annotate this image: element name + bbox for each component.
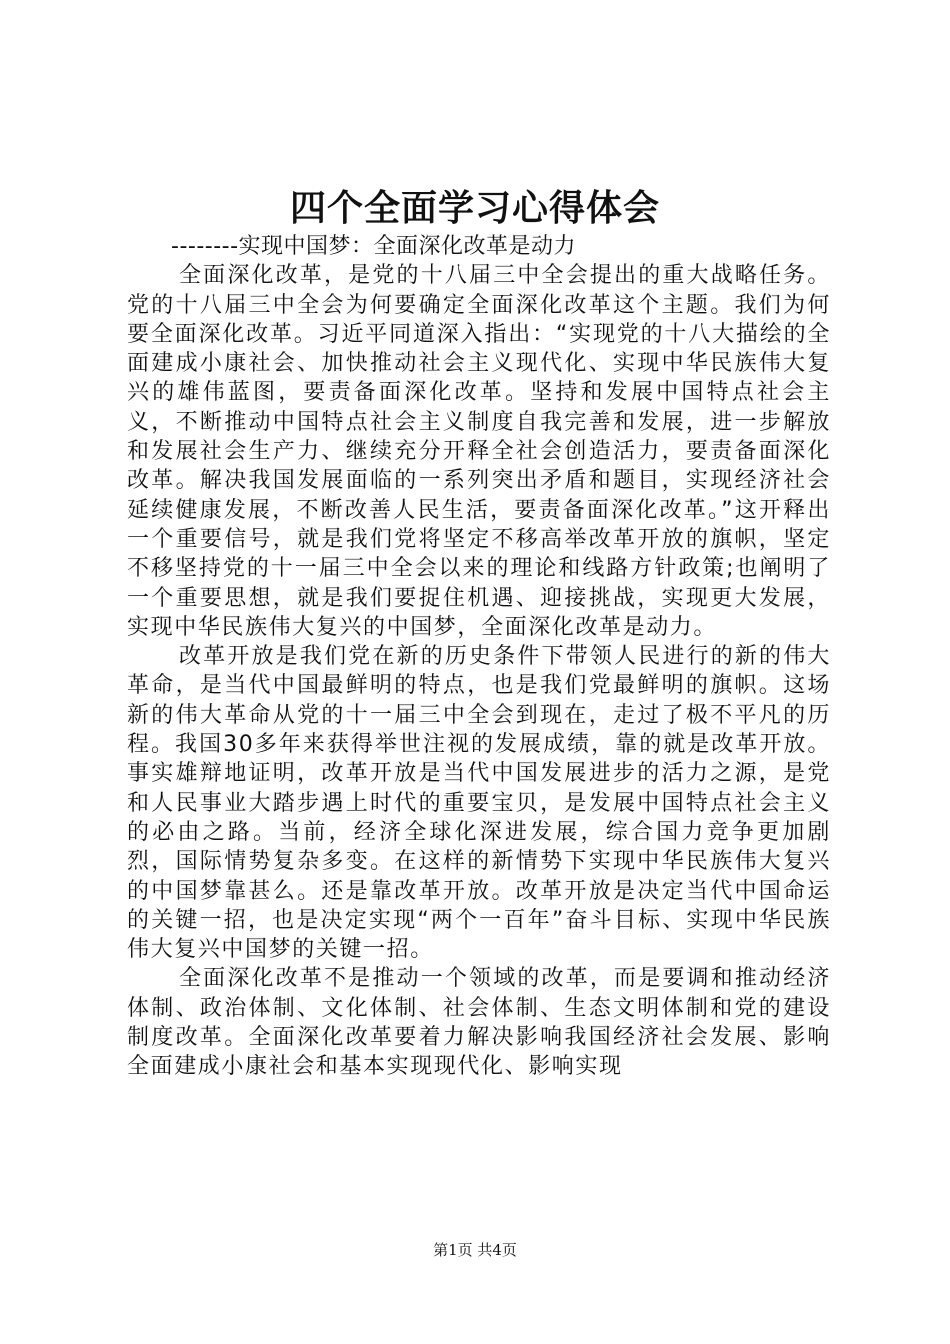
paragraph-1: 全面深化改革，是党的十八届三中全会提出的重大战略任务。党的十八届三中全会为何要确定全面深化改革这个主题。我们为何要全面深化改革。习近平同道深入指出：“实现党的十八大描绘的全面建成小康社会、加快推动社会主义现代化、实现中华民族伟大复兴的雄伟蓝图，要责备面深化改革。坚持和发展中国特点社会主义，不断推动中国特点社会主义制度自我完善和发展，进一步解放和发展社会生产力、继续充分开释全社会创造活力，要责备面深化改革。解决我国发展面临的一系列突出矛盾和题目，实现经济社会延续健康发展，不断改善人民生活，要责备面深化改革。”这开释出一个重要信号，就是我们党将坚定不移高举改革开放的旗帜，坚定不移坚持党的十一届三中全会以来的理论和线路方针政策;也阐明了一个重要思想，就是我们要捉住机遇、迎接挑战，实现更大发展，实现中华民族伟大复兴的中国梦，全面深化改革是动力。: [127, 263, 831, 640]
document-title: 四个全面学习心得体会: [289, 187, 660, 229]
paragraph-3: 全面深化改革不是推动一个领域的改革，而是要调和推动经济体制、政治体制、文化体制、社会体制、生态文明体制和党的建设制度改革。全面深化改革要着力解决影响我国经济社会发展、影响全面建成小康社会和基本实现现代化、影响实现: [127, 966, 831, 1080]
document-subtitle: --------实现中国梦：全面深化改革是动力: [171, 234, 577, 259]
page-footer: 第1页 共4页: [433, 1241, 517, 1259]
paragraph-2: 改革开放是我们党在新的历史条件下带领人民进行的新的伟大革命，是当代中国最鲜明的特点，也是我们党最鲜明的旗帜。这场新的伟大革命从党的十一届三中全会到现在，走过了极不平凡的历程。我国30多年来获得举世注视的发展成绩，靠的就是改革开放。事实雄辩地证明，改革开放是当代中国发展进步的活力之源，是党和人民事业大踏步遇上时代的重要宝贝，是发展中国特点社会主义的必由之路。当前，经济全球化深进发展，综合国力竞争更加剧烈，国际情势复杂多变。在这样的新情势下实现中华民族伟大复兴的中国梦靠甚么。还是靠改革开放。改革开放是决定当代中国命运的关键一招，也是决定实现“两个一百年”奋斗目标、实现中华民族伟大复兴中国梦的关键一招。: [127, 644, 831, 963]
document-body: [127, 232, 831, 1082]
